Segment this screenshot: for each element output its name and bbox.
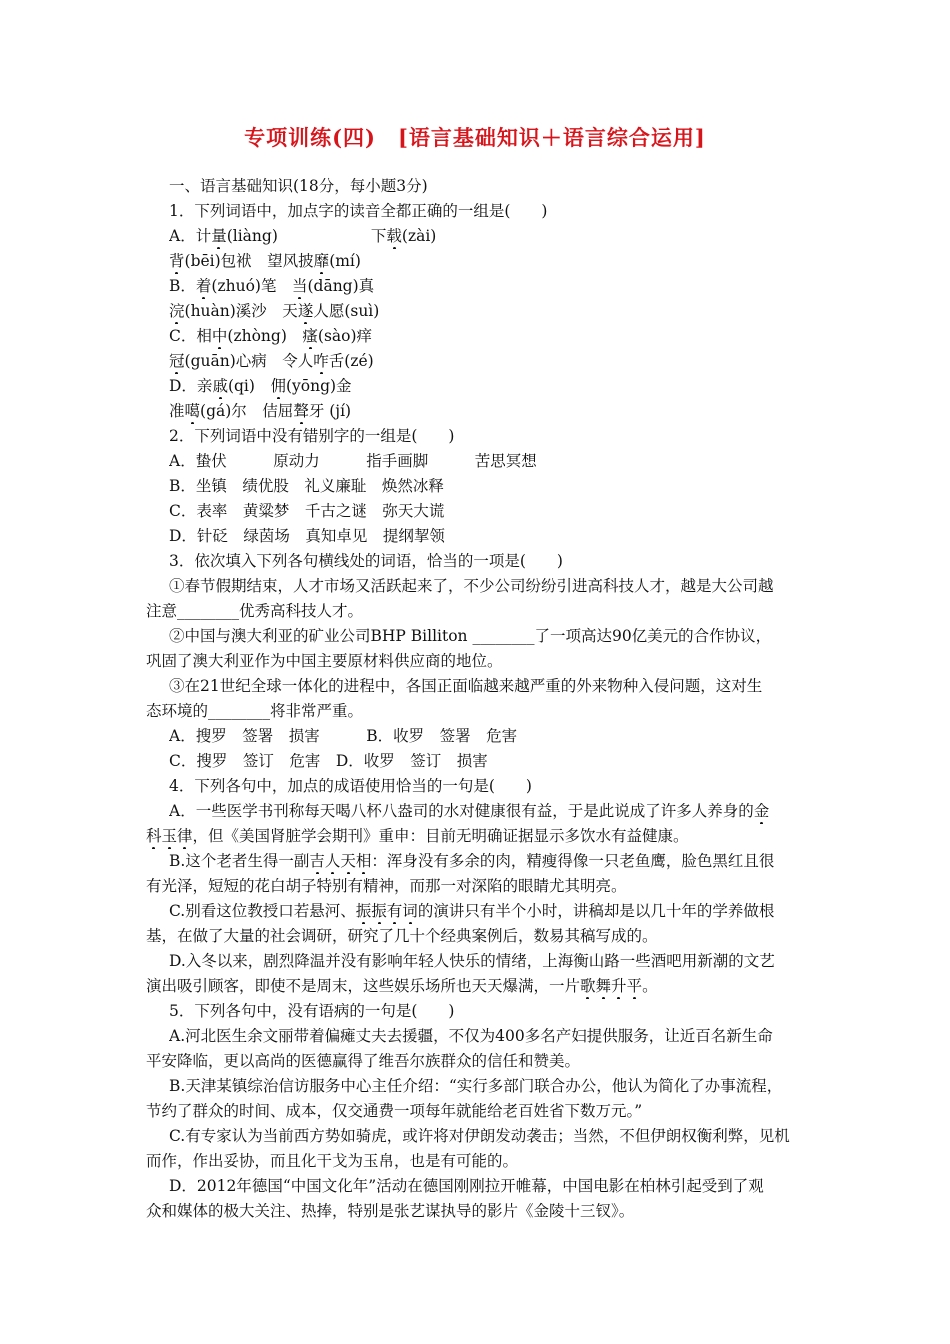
text-segment: A．一些医学书刊称每天喝八杯八盎司的水对健康很有益，于是此说成了许多人养身的 xyxy=(169,802,754,820)
text-segment: D.入冬以来，剧烈降温并没有影响年轻人快乐的情绪，上海衡山路一些酒吧用新潮的文艺 xyxy=(169,952,775,970)
emphasis-dot-char: 人 xyxy=(325,849,341,874)
text-segment: D．针砭 绿茵场 真知卓见 提纲挈领 xyxy=(169,527,445,545)
text-line xyxy=(146,1049,815,1074)
emphasis-dot-char: 佣 xyxy=(270,374,286,399)
text-line xyxy=(169,399,815,424)
text-line xyxy=(169,549,815,574)
text-segment: (sào)痒 xyxy=(317,327,373,345)
emphasis-dot-char: 词 xyxy=(402,899,418,924)
text-segment: ②中国与澳大利亚的矿业公司BHP Billiton ________了一项高达90亿美元的合作协议， xyxy=(169,627,772,645)
emphasis-dot-char: 歌 xyxy=(580,974,596,999)
emphasis-dot-char: 中 xyxy=(212,324,228,349)
text-line xyxy=(169,474,815,499)
text-segment: C.别看这位教授口若悬河、 xyxy=(169,902,356,920)
text-line xyxy=(146,649,815,674)
text-segment: ，但《美国肾脏学会期刊》重申：目前无明确证据显示多饮水有益健康。 xyxy=(192,827,689,845)
text-line xyxy=(169,174,815,199)
text-segment: 注意________优秀高科技人才。 xyxy=(146,602,364,620)
text-line xyxy=(169,449,815,474)
text-line xyxy=(169,574,815,599)
text-segment: A．计 xyxy=(169,227,212,245)
text-segment: (gá)尔 佶屈 xyxy=(200,402,294,420)
text-segment: C．表率 黄粱梦 千古之谜 弥天大谎 xyxy=(169,502,445,520)
exercise-body xyxy=(146,174,815,1224)
emphasis-dot-char: 咋 xyxy=(313,349,329,374)
text-line xyxy=(169,999,815,1024)
emphasis-dot-char: 升 xyxy=(611,974,627,999)
text-line xyxy=(146,1199,815,1224)
text-segment: 节约了群众的时间、成本，仅交通费一项每年就能给老百姓省下数万元。” xyxy=(146,1102,643,1120)
emphasis-dot-char: 量 xyxy=(211,224,227,249)
text-line xyxy=(146,1099,815,1124)
text-line xyxy=(146,924,815,949)
text-line xyxy=(169,324,815,349)
emphasis-dot-char: 载 xyxy=(386,224,402,249)
emphasis-dot-char: 相 xyxy=(356,849,372,874)
text-segment: 基，在做了大量的社会调研，研究了几十个经典案例后，数易其稿写成的。 xyxy=(146,927,658,945)
text-segment: (bēi)包袱 望风披 xyxy=(184,252,314,270)
text-segment: (yōng)金 xyxy=(285,377,352,395)
text-line xyxy=(146,599,815,624)
text-segment: 。 xyxy=(642,977,658,995)
text-line xyxy=(146,874,815,899)
text-segment: (liàng) 下 xyxy=(226,227,387,245)
text-line xyxy=(169,949,815,974)
text-segment: B．坐镇 绩优股 礼义廉耻 焕然冰释 xyxy=(169,477,444,495)
text-segment: B.天津某镇综治信访服务中心主任介绍：“实行多部门联合办公，他认为简化了办事流程， xyxy=(169,1077,783,1095)
text-line xyxy=(169,499,815,524)
text-line xyxy=(169,774,815,799)
emphasis-dot-char: 着 xyxy=(196,274,212,299)
text-segment: 态环境的________将非常严重。 xyxy=(146,702,364,720)
text-line xyxy=(169,249,815,274)
text-line xyxy=(146,699,815,724)
text-line xyxy=(169,274,815,299)
text-segment: 5．下列各句中，没有语病的一句是( ) xyxy=(169,1002,455,1020)
text-segment: C.有专家认为当前西方势如骑虎，或许将对伊朗发动袭击；当然，不但伊朗权衡利弊，见机 xyxy=(169,1127,790,1145)
emphasis-dot-char: 天 xyxy=(340,849,356,874)
text-segment: 众和媒体的极大关注、热捧，特别是张艺谋执导的影片《金陵十三钗》。 xyxy=(146,1202,635,1220)
text-segment: 2．下列词语中没有错别字的一组是( ) xyxy=(169,427,455,445)
text-segment: C．相 xyxy=(169,327,212,345)
emphasis-dot-char: 振 xyxy=(356,899,372,924)
text-line xyxy=(169,1174,815,1199)
text-line xyxy=(169,199,815,224)
text-segment: (mí) xyxy=(329,252,361,270)
text-line xyxy=(169,224,815,249)
text-segment: 1．下列词语中，加点字的读音全都正确的一组是( ) xyxy=(169,202,548,220)
text-segment: 舌(zé) xyxy=(328,352,374,370)
text-line xyxy=(169,1024,815,1049)
text-segment: (zhòng) xyxy=(227,327,303,345)
text-segment: 3．依次填入下列各句横线处的词语，恰当的一项是( ) xyxy=(169,552,563,570)
emphasis-dot-char: 背 xyxy=(169,249,185,274)
text-line xyxy=(169,674,815,699)
text-line xyxy=(169,424,815,449)
text-segment: 演出吸引顾客，即使不是周末，这些娱乐场所也天天爆满，一片 xyxy=(146,977,581,995)
emphasis-dot-char: 当 xyxy=(292,274,308,299)
text-segment: 平安降临，更以高尚的医德赢得了维吾尔族群众的信任和赞美。 xyxy=(146,1052,581,1070)
text-segment: (qi) xyxy=(227,377,271,395)
text-segment: 的演讲只有半个小时，讲稿却是以几十年的学养做根 xyxy=(417,902,775,920)
text-line xyxy=(169,1074,815,1099)
emphasis-dot-char: 戚 xyxy=(212,374,228,399)
text-segment: ③在21世纪全球一体化的进程中，各国正面临越来越严重的外来物种入侵问题，这对生 xyxy=(169,677,763,695)
emphasis-dot-char: 振 xyxy=(371,899,387,924)
text-segment: D．2012年德国“中国文化年”活动在德国刚刚拉开帷幕，中国电影在柏林引起受到了观 xyxy=(169,1177,764,1195)
emphasis-dot-char: 聱 xyxy=(293,399,309,424)
text-line xyxy=(169,1124,815,1149)
emphasis-dot-char: 噶 xyxy=(185,399,201,424)
emphasis-dot-char: 吉 xyxy=(309,849,325,874)
emphasis-dot-char: 冠 xyxy=(169,349,185,374)
emphasis-dot-char: 平 xyxy=(627,974,643,999)
text-line xyxy=(146,1149,815,1174)
text-segment: 牙 (jí) xyxy=(308,402,352,420)
text-line xyxy=(146,974,815,999)
text-segment: 有光泽，短短的花白胡子特别有精神，而那一对深陷的眼睛尤其明亮。 xyxy=(146,877,627,895)
text-segment: 准 xyxy=(169,402,185,420)
text-line xyxy=(169,724,815,749)
text-segment: A．蛰伏 原动力 指手画脚 苦思冥想 xyxy=(169,452,537,470)
emphasis-dot-char: 玉 xyxy=(162,824,178,849)
text-line xyxy=(169,299,815,324)
text-segment: (zhuó)笔 xyxy=(211,277,292,295)
text-segment: 而作，作出妥协，而且化干戈为玉帛，也是有可能的。 xyxy=(146,1152,519,1170)
text-segment: 一、语言基础知识(18分，每小题3分) xyxy=(169,177,428,195)
text-line xyxy=(169,624,815,649)
emphasis-dot-char: 瘙 xyxy=(302,324,318,349)
text-line xyxy=(169,849,815,874)
text-segment: 人愿(suì) xyxy=(313,302,380,320)
emphasis-dot-char: 科 xyxy=(146,824,162,849)
text-segment: B． xyxy=(169,277,196,295)
text-line xyxy=(169,749,815,774)
text-segment: (dāng)真 xyxy=(307,277,375,295)
text-line xyxy=(146,824,815,849)
text-line xyxy=(169,349,815,374)
document-title: 专项训练(四) [语言基础知识＋语言综合运用] xyxy=(244,125,706,150)
text-segment: (guān)心病 令人 xyxy=(184,352,314,370)
text-segment: ①春节假期结束，人才市场又活跃起来了，不少公司纷纷引进高科技人才，越是大公司越 xyxy=(169,577,774,595)
emphasis-dot-char: 律 xyxy=(177,824,193,849)
text-line xyxy=(169,374,815,399)
text-segment: (zài) xyxy=(401,227,437,245)
text-line xyxy=(169,799,815,824)
text-segment: (huàn)溪沙 天 xyxy=(184,302,298,320)
text-segment: A.河北医生余文丽带着偏瘫丈夫去援疆，不仅为400多名产妇提供服务，让近百名新生命 xyxy=(169,1027,773,1045)
emphasis-dot-char: 金 xyxy=(754,799,770,824)
text-segment: C．搜罗 签订 危害 D．收罗 签订 损害 xyxy=(169,752,488,770)
text-line xyxy=(169,524,815,549)
text-line xyxy=(169,899,815,924)
text-segment: A．搜罗 签署 损害 B．收罗 签署 危害 xyxy=(169,727,518,745)
emphasis-dot-char: 靡 xyxy=(314,249,330,274)
emphasis-dot-char: 舞 xyxy=(596,974,612,999)
emphasis-dot-char: 浣 xyxy=(169,299,185,324)
emphasis-dot-char: 遂 xyxy=(298,299,314,324)
text-segment: B.这个老者生得一副 xyxy=(169,852,310,870)
text-segment: ：浑身没有多余的肉，精瘦得像一只老鱼鹰，脸色黑红且很 xyxy=(371,852,775,870)
emphasis-dot-char: 有 xyxy=(387,899,403,924)
text-segment: 4．下列各句中，加点的成语使用恰当的一句是( ) xyxy=(169,777,532,795)
text-segment: 巩固了澳大利亚作为中国主要原材料供应商的地位。 xyxy=(146,652,503,670)
text-segment: D．亲 xyxy=(169,377,213,395)
